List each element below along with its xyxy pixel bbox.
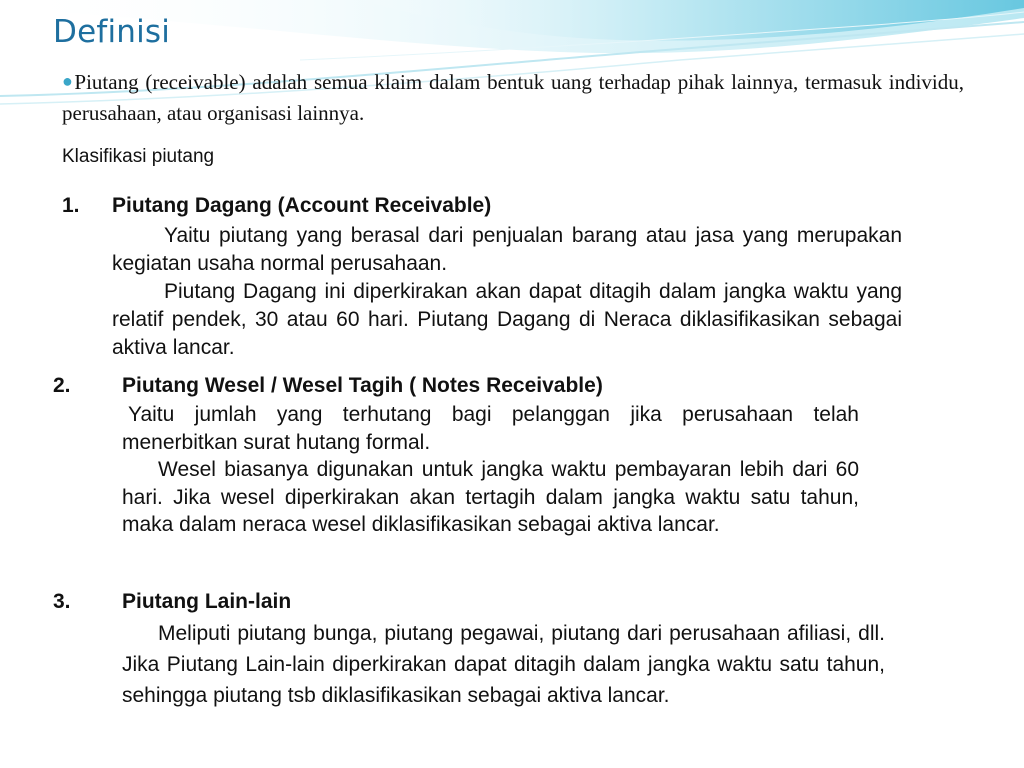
subtitle: Klasifikasi piutang: [62, 146, 215, 167]
slide-title: Definisi: [53, 14, 171, 50]
bullet-dot-icon: ●: [62, 71, 75, 91]
item-number: 3.: [53, 590, 71, 613]
item-heading: Piutang Wesel / Wesel Tagih ( Notes Receivable): [122, 374, 603, 397]
item-paragraph: Meliputi piutang bunga, piutang pegawai, piutang dari perusahaan afiliasi, dll. Jika Piutang Lain-lain diperkirakan dapat ditagih dalam jangka waktu satu tahun, sehingga piutang tsb diklasifikasikan sebagai aktiva lancar.: [122, 622, 885, 707]
item-paragraph: Yaitu jumlah yang terhutang bagi pelanggan jika perusahaan telah menerbitkan surat hutang formal.: [122, 403, 859, 454]
item-paragraph: Yaitu piutang yang berasal dari penjualan barang atau jasa yang merupakan kegiatan usaha normal perusahaan.: [112, 224, 902, 275]
item-paragraph: Piutang Dagang ini diperkirakan akan dapat ditagih dalam jangka waktu yang relatif pendek, 30 atau 60 hari. Piutang Dagang di Neraca diklasifikasikan sebagai aktiva lancar.: [112, 280, 902, 359]
intro-text: Piutang (receivable) adalah semua klaim dalam bentuk uang terhadap pihak lainnya, termasuk individu, perusahaan, atau organisasi lainnya.: [62, 70, 964, 125]
item-heading: Piutang Dagang (Account Receivable): [112, 194, 492, 217]
item-number: 2.: [53, 374, 71, 397]
item-number: 1.: [62, 194, 80, 217]
intro-paragraph: [62, 66, 964, 129]
item-heading: Piutang Lain-lain: [122, 590, 292, 613]
item-paragraph: Wesel biasanya digunakan untuk jangka waktu pembayaran lebih dari 60 hari. Jika wesel diperkirakan akan tertagih dalam jangka waktu satu tahun, maka dalam neraca wesel diklasifikasikan sebagai aktiva lancar.: [122, 458, 859, 536]
